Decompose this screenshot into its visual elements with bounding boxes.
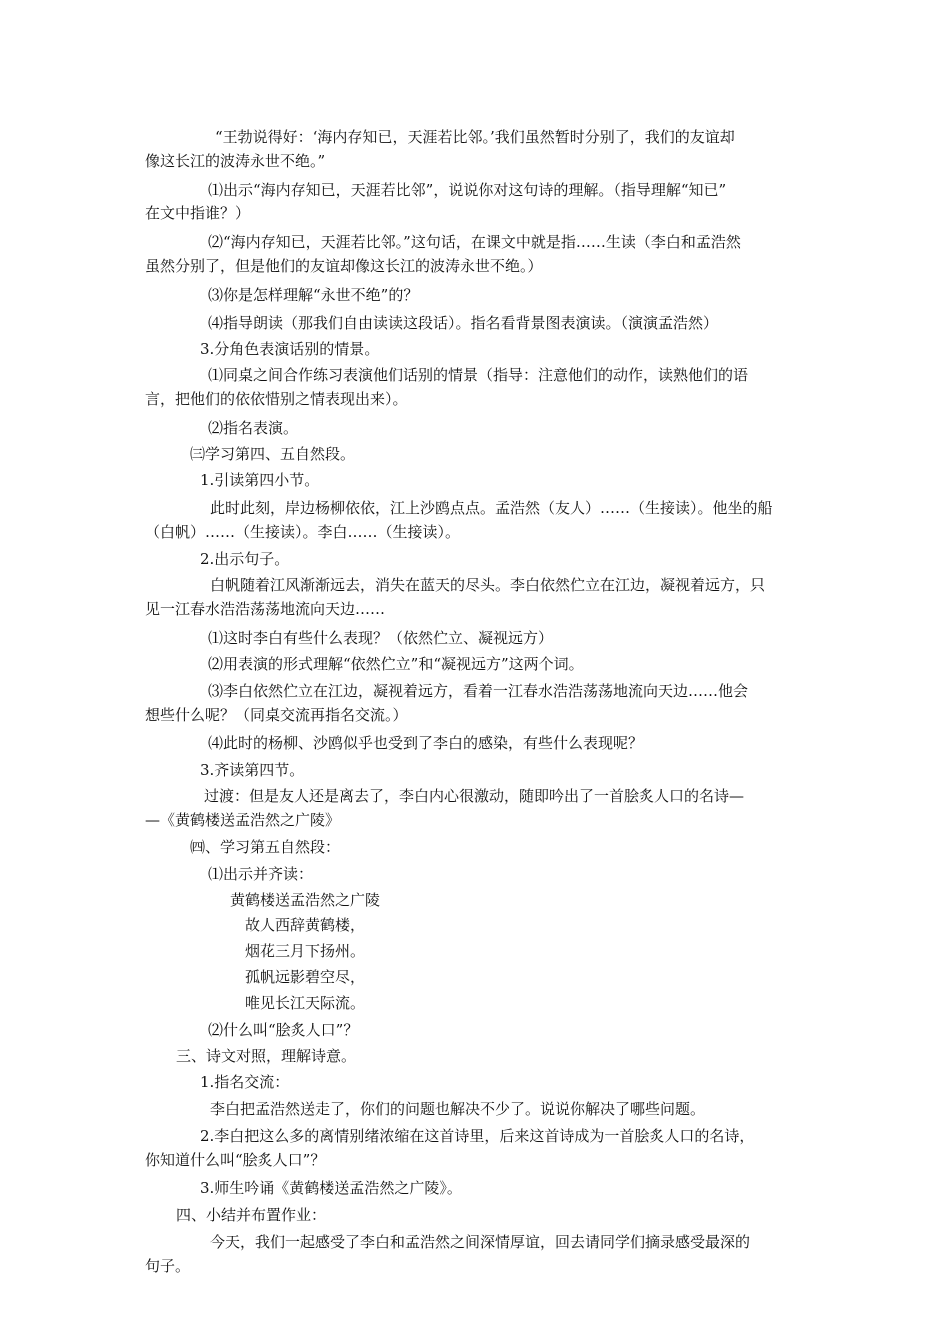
- paragraph-line: 句子。: [145, 1257, 191, 1275]
- section-heading: 3.齐读第四节。: [200, 761, 305, 779]
- list-item: ⑶你是怎样理解“永世不绝”的？: [208, 286, 419, 304]
- paragraph-line: ⑴同桌之间合作练习表演他们话别的情景（指导：注意他们的动作，读熟他们的语: [208, 366, 749, 384]
- poem-line: 唯见长江天际流。: [245, 994, 366, 1012]
- list-item: ⑵用表演的形式理解“依然伫立”和“凝视远方”这两个词。: [208, 655, 584, 673]
- poem-line: 烟花三月下扬州。: [245, 942, 366, 960]
- section-heading: 1.指名交流：: [200, 1073, 290, 1091]
- paragraph-line: —《黄鹤楼送孟浩然之广陵》: [145, 811, 341, 829]
- paragraph-line: “王勃说得好：‘海内存知已，天涯若比邻。’我们虽然暂时分别了，我们的友谊却: [215, 128, 735, 146]
- paragraph-line: 你知道什么叫“脍炙人口”？: [145, 1151, 326, 1169]
- paragraph-line: 此时此刻，岸边杨柳依依，江上沙鸥点点。孟浩然（友人）……（生接读）。他坐的船: [210, 499, 773, 517]
- paragraph-line: 见一江春水浩浩荡荡地流向天边……: [145, 600, 386, 618]
- section-heading: 四、小结并布置作业：: [176, 1206, 327, 1224]
- paragraph-line: ⑵“海内存知已，天涯若比邻。”这句话，在课文中就是指……生读（李白和孟浩然: [208, 233, 741, 251]
- paragraph-line: 过渡：但是友人还是离去了，李白内心很激动，随即吟出了一首脍炙人口的名诗—: [204, 787, 745, 805]
- poem-title: 黄鹤楼送孟浩然之广陵: [230, 891, 381, 909]
- paragraph-line: 2.李白把这么多的离情别绪浓缩在这首诗里，后来这首诗成为一首脍炙人口的名诗，: [200, 1127, 755, 1145]
- list-item: ⑴这时李白有些什么表现？（依然伫立、凝视远方）: [208, 629, 554, 647]
- paragraph-line: 想些什么呢？（同桌交流再指名交流。）: [145, 706, 408, 724]
- paragraph-line: 今天，我们一起感受了李白和孟浩然之间深情厚谊，回去请同学们摘录感受最深的: [210, 1233, 751, 1251]
- paragraph-line: 在文中指谁？）: [145, 204, 251, 222]
- paragraph-line: 像这长江的波涛永世不绝。”: [145, 152, 326, 170]
- paragraph-line: ⑶李白依然伫立在江边，凝视着远方，看着一江春水浩浩荡荡地流向天边……他会: [208, 682, 749, 700]
- list-item: ⑷指导朗读（那我们自由读读这段话）。指名看背景图表演读。（演演孟浩然）: [208, 314, 719, 332]
- paragraph-line: 虽然分别了，但是他们的友谊却像这长江的波涛永世不绝。）: [145, 257, 543, 275]
- section-heading: 3.师生吟诵《黄鹤楼送孟浩然之广陵》。: [200, 1179, 462, 1197]
- section-heading: 2.出示句子。: [200, 550, 290, 568]
- section-heading: ㈣、学习第五自然段：: [190, 838, 341, 856]
- paragraph-line: ⑴出示“海内存知已，天涯若比邻”，说说你对这句诗的理解。（指导理解“知已”: [208, 181, 727, 199]
- paragraph-line: 李白把孟浩然送走了，你们的问题也解决不少了。说说你解决了哪些问题。: [210, 1100, 706, 1118]
- list-item: ⑵指名表演。: [208, 419, 299, 437]
- section-heading: 1.引读第四小节。: [200, 471, 320, 489]
- paragraph-line: 白帆随着江风渐渐远去，消失在蓝天的尽头。李白依然伫立在江边，凝视着远方，只: [210, 576, 766, 594]
- list-item: ⑷此时的杨柳、沙鸥似乎也受到了李白的感染，有些什么表现呢？: [208, 734, 644, 752]
- list-item: ⑵什么叫“脍炙人口”？: [208, 1021, 359, 1039]
- paragraph-line: （白帆）……（生接读）。李白……（生接读）。: [145, 523, 461, 541]
- section-heading: ㈢学习第四、五自然段。: [190, 445, 356, 463]
- paragraph-line: 言，把他们的依依惜别之情表现出来）。: [145, 390, 408, 408]
- list-item: ⑴出示并齐读：: [208, 865, 314, 883]
- section-heading: 三、诗文对照，理解诗意。: [176, 1047, 357, 1065]
- poem-line: 孤帆远影碧空尽，: [245, 968, 366, 986]
- section-heading: 3.分角色表演话别的情景。: [200, 340, 380, 358]
- poem-line: 故人西辞黄鹤楼，: [245, 916, 366, 934]
